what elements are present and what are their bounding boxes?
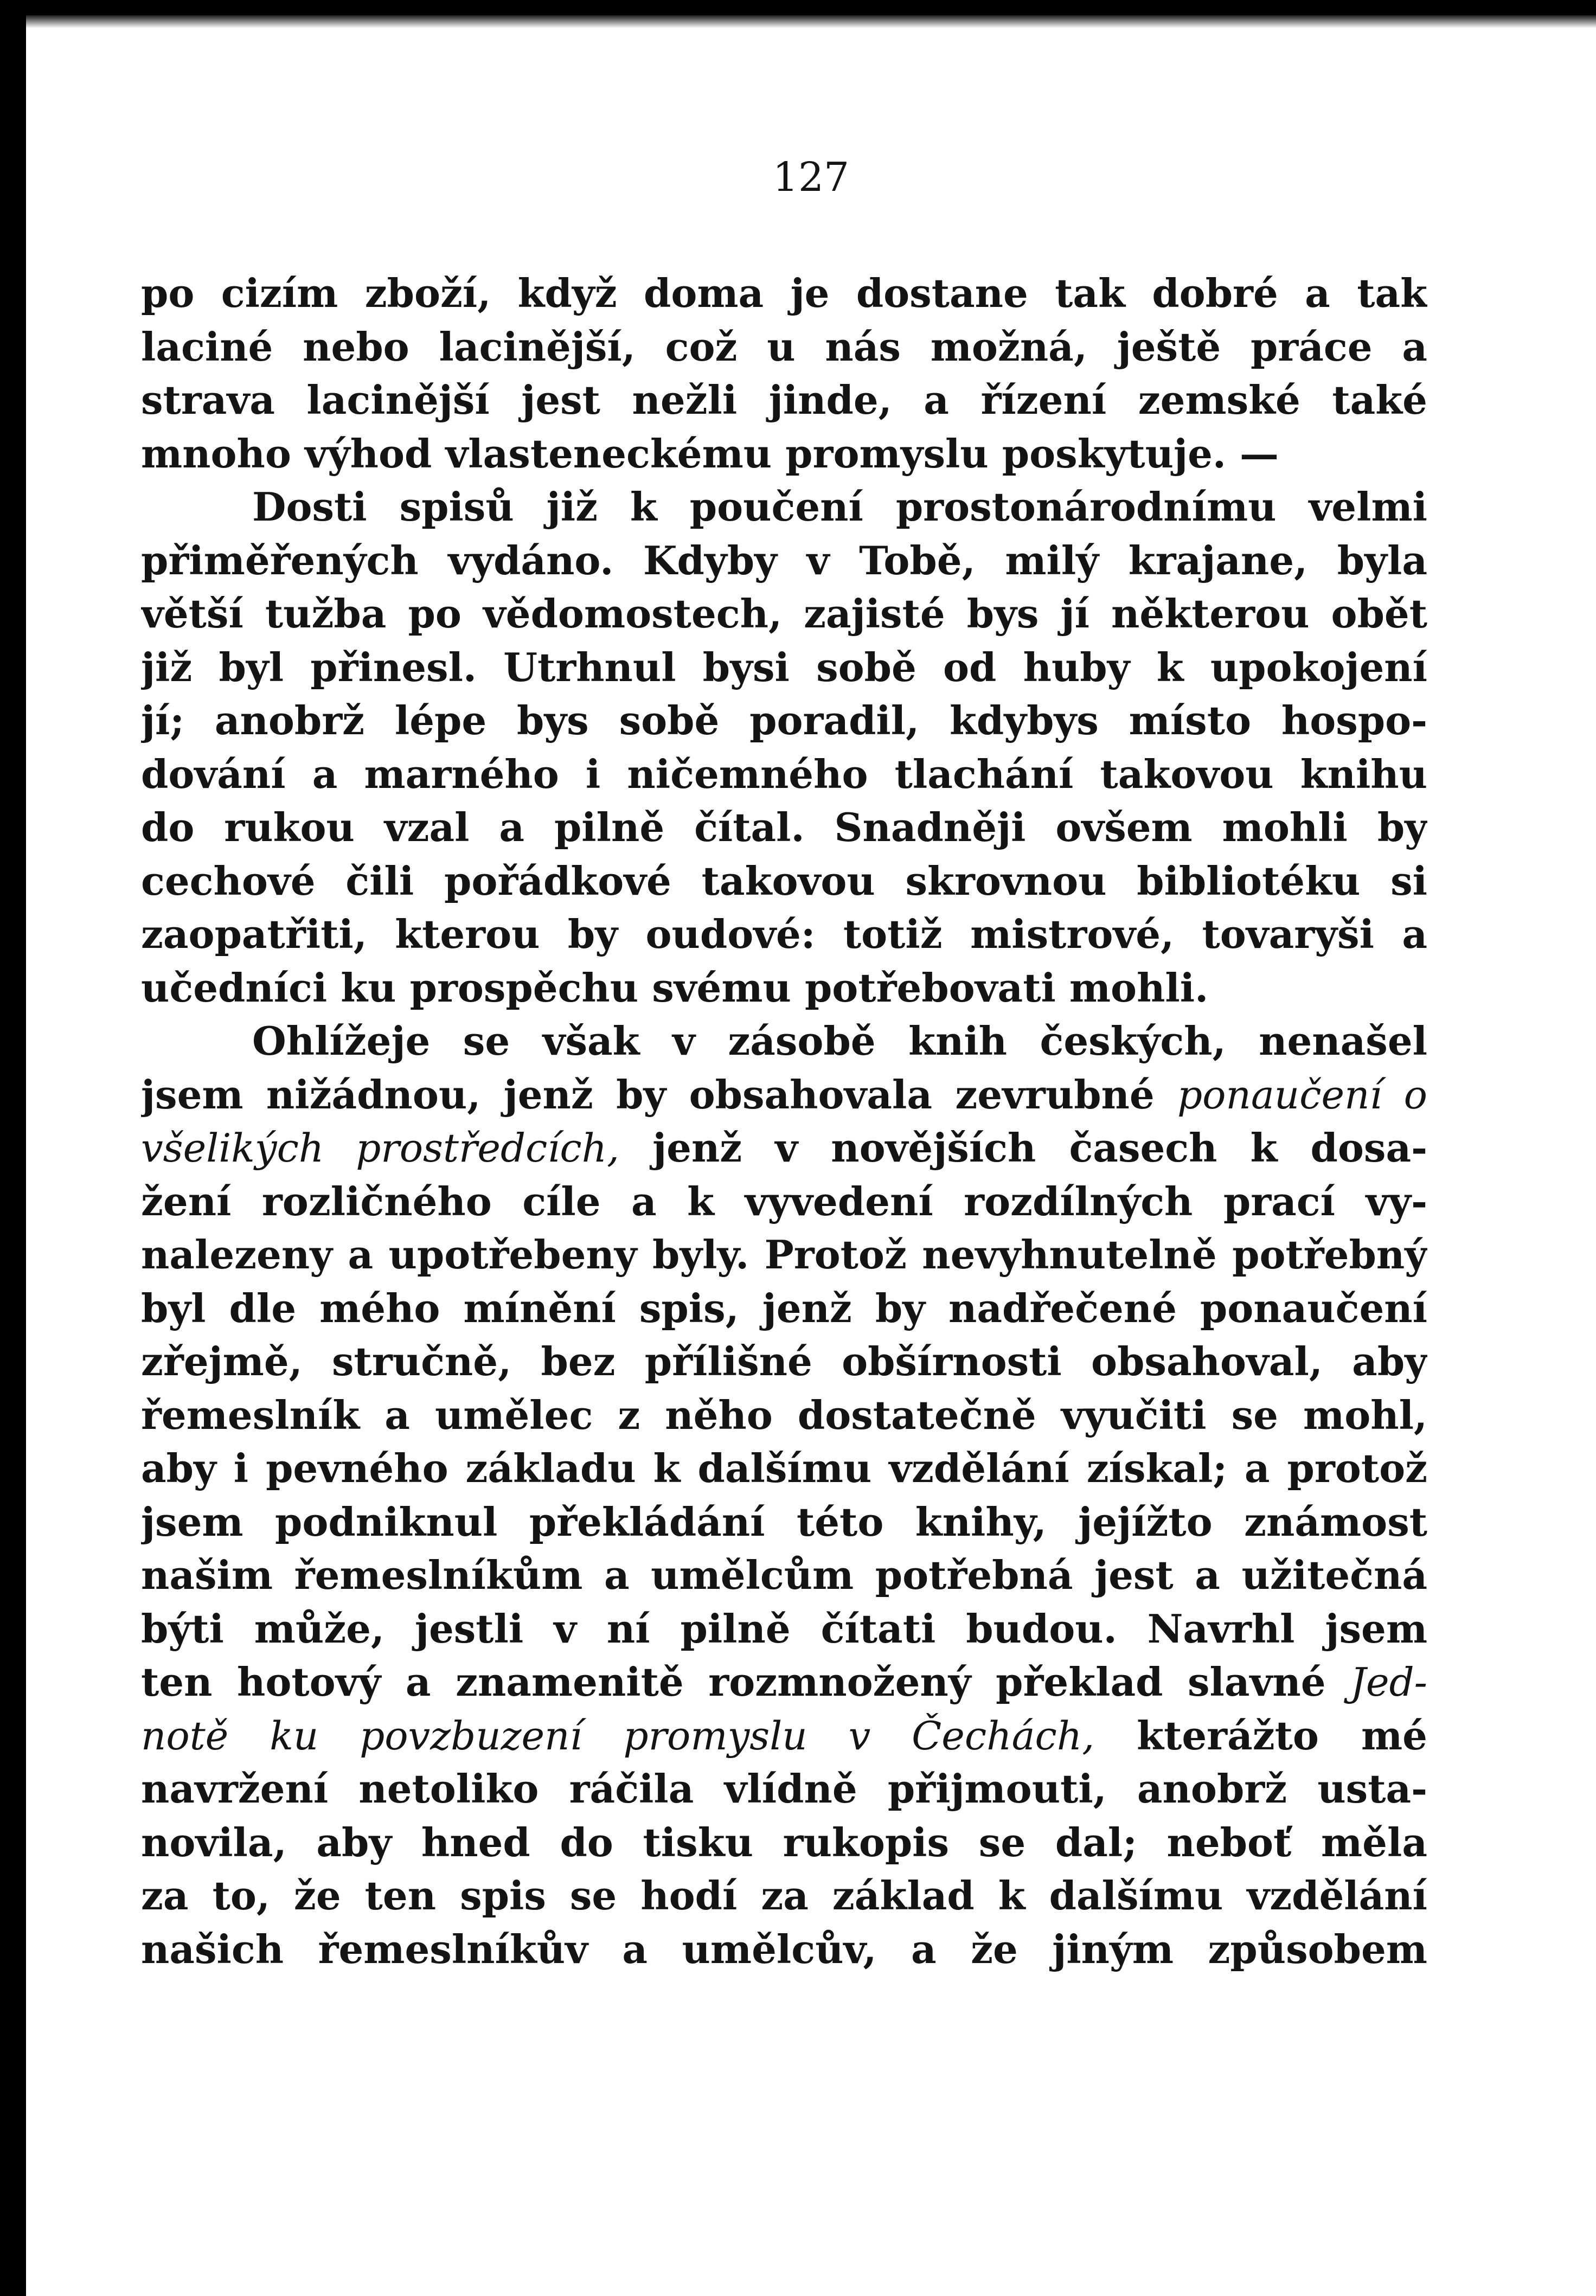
text-line: našich řemeslníkův a umělcův, a že jiným způsobem (141, 1926, 1427, 1972)
italic-title: Jed- (1350, 1659, 1427, 1705)
text-line: novila, aby hned do tisku rukopis se dal; neboť měla (141, 1819, 1427, 1865)
text-line: přiměřených vydáno. Kdyby v Tobě, milý krajane, byla (141, 537, 1427, 583)
text-line: řemeslník a umělec z něho dostatečně vyučiti se mohl, (141, 1391, 1427, 1438)
text-line: žení rozličného cíle a k vyvedení rozdílných prací vy- (141, 1178, 1427, 1224)
text-line: laciné nebo lacinější, což u nás možná, ještě práce a (141, 323, 1427, 370)
paragraph-first-line: Dosti spisů již k poučení prostonárodnímu velmi (252, 484, 1427, 530)
paragraph-first-line: Ohlížeje se však v zásobě knih českých, nenašel (252, 1018, 1427, 1064)
text-line: býti může, jestli v ní pilně čítati budou. Navrhl jsem (141, 1605, 1427, 1652)
text-line: cechové čili pořádkové takovou skrovnou bibliotéku si (141, 857, 1427, 904)
body-text (141, 267, 1427, 1976)
text-line: zaopatřiti, kterou by oudové: totiž mistrové, tovaryši a (141, 911, 1427, 957)
italic-title: ponaučení o (1177, 1072, 1427, 1118)
book-page (26, 15, 1596, 2296)
text-line: notě ku povzbuzení promyslu v Čechách, kterážto mé (141, 1712, 1427, 1759)
text-line: po cizím zboží, když doma je dostane tak dobré a tak (141, 270, 1427, 316)
scan-edge-shadow (26, 15, 1596, 28)
text-line: byl dle mého mínění spis, jenž by nadřečené ponaučení (141, 1285, 1427, 1331)
text-line: učedníci ku prospěchu svému potřebovati mohli. (141, 964, 1209, 1011)
italic-title: notě ku povzbuzení promyslu v Čechách, (141, 1713, 1095, 1759)
text-line: mnoho výhod vlasteneckému promyslu poskytuje. — (141, 430, 1279, 477)
text-line: za to, že ten spis se hodí za základ k dalšímu vzdělání (141, 1872, 1427, 1919)
text-line: větší tužba po vědomostech, zajisté bys jí některou obět (141, 591, 1427, 637)
text-line: našim řemeslníkům a umělcům potřebná jest a užitečná (141, 1552, 1427, 1598)
text-line: všelikých prostředcích, jenž v novějších časech k dosa- (141, 1125, 1427, 1171)
text-line: strava lacinější jest nežli jinde, a řízení zemské také (141, 377, 1427, 423)
text-line: jí; anobrž lépe bys sobě poradil, kdybys místo hospo- (141, 697, 1427, 743)
text-line: navržení netoliko ráčila vlídně přijmouti, anobrž usta- (141, 1766, 1427, 1812)
text-line: jsem podniknul překládání této knihy, jejížto známost (141, 1498, 1427, 1545)
text-line: jsem nižádnou, jenž by obsahovala zevrubné ponaučení o (141, 1071, 1427, 1118)
text-line: již byl přinesl. Utrhnul bysi sobě od huby k upokojení (141, 644, 1427, 690)
text-line: nalezeny a upotřebeny byly. Protož nevyhnutelně potřebný (141, 1232, 1427, 1278)
text-line: dování a marného i ničemného tlachání takovou knihu (141, 751, 1427, 797)
text-line: ten hotový a znamenitě rozmnožený překlad slavné Jed- (141, 1659, 1427, 1705)
italic-title: všelikých prostředcích, (141, 1125, 619, 1171)
text-line: aby i pevného základu k dalšímu vzdělání získal; a protož (141, 1445, 1427, 1491)
text-line: do rukou vzal a pilně čítal. Snadněji ovšem mohli by (141, 804, 1427, 850)
page-number: 127 (772, 154, 850, 201)
text-line: zřejmě, stručně, bez přílišné obšírnosti obsahoval, aby (141, 1338, 1427, 1384)
